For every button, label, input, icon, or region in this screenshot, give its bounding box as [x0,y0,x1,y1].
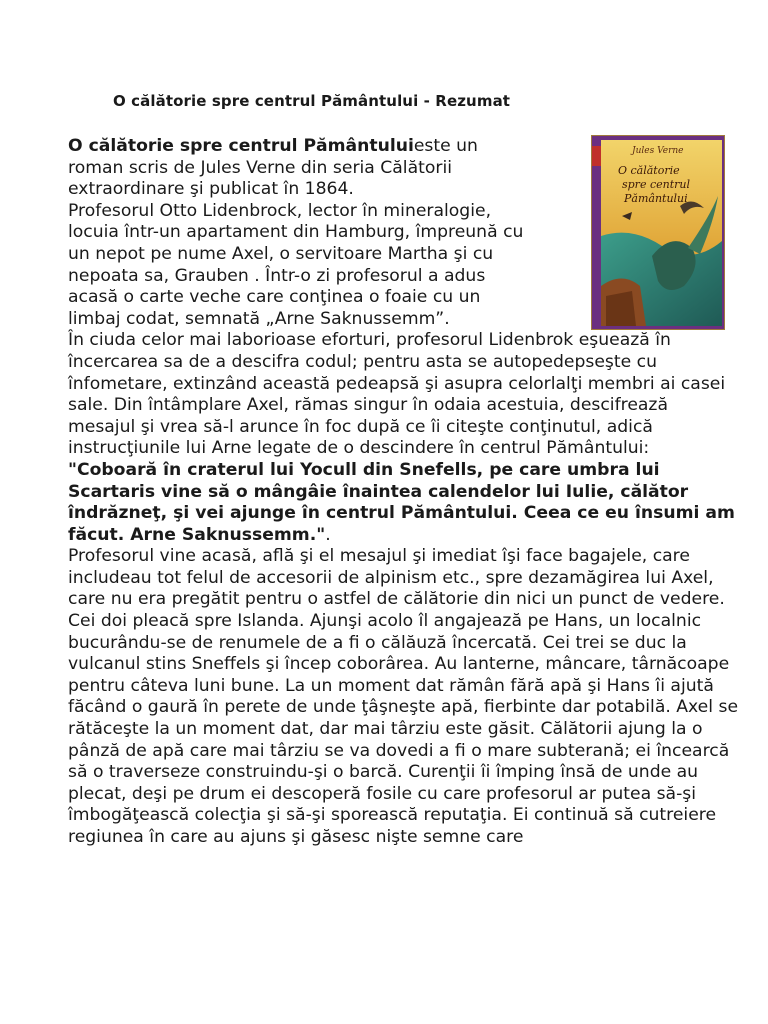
intro-line: locuia într-un apartament din Hamburg, împreună cu [68,222,524,243]
intro-line: limbaj codat, semnată „Arne Saknussemm”. [68,308,450,329]
intro-line-text: este un [413,136,478,156]
article-body [68,136,740,849]
intro-block [68,136,740,330]
intro-line: nepoata sa, Grauben . Într-o zi profesorul a adus [68,265,486,286]
paragraph-text: În ciuda celor mai laborioase eforturi, profesorul Lidenbrok eşuează în încercarea sa de a descifra codul; pentru asta se autopedepseşte cu înfometare, extinzând această pedeapsă şi asupra celorlalţi membri ai casei sale. Din întâmplare Axel, rămas singur în odaia acestuia, descifrează mesajul şi vrea să-l arunce în foc după ce îi citeşte conţinutul, adică instrucţiunile lui Arne legate de o descindere în centrul Pământului: [68,330,726,459]
cover-title-line: spre centrul [622,178,690,191]
intro-line [68,136,740,158]
intro-line: un nepot pe nume Axel, o servitoare Martha şi cu [68,243,494,264]
intro-line: extraordinare şi publicat în 1864. [68,179,354,200]
paragraph-journey: Cei doi pleacă spre Islanda. Ajunşi acolo îl angajează pe Hans, un localnic bucurându-se de renumele de a fi o călăuză încercată. Cei trei se duc la vulcanul stins Sneffels şi încep coborârea. Au lanterne, mâncare, târnăcoape pentru câteva luni bune. La un moment dat rămân fără apă şi Hans îi ajută făcând o gaură în perete de unde ţâşneşte apă, fierbinte dar potabilă. Axel se rătăceşte la un moment dat, dar mai târziu este găsit. Călătorii ajung la o pânză de apă care mai târziu se va dovedi a fi o mare subterană; ei încearcă să o traverseze construindu-şi o barcă. Curenţii îi împing însă de unde au plecat, deşi pe drum ei descoperă fosile cu care profesorul ar putea să-şi îmbogăţească colecţia şi să-şi sporească reputaţia. Ei continuă să cutreiere regiunea în care au ajuns şi găsesc nişte semne care [68,611,739,847]
intro-line: roman scris de Jules Verne din seria Călătorii [68,157,452,178]
intro-line: Profesorul Otto Lidenbrock, lector în mineralogie, [68,200,492,221]
saknussemm-quote: "Coboară în craterul lui Yocull din Snefells, pe care umbra lui Scartaris vine să o mângâie înaintea calendelor lui Iulie, călător îndrăzneţ, şi vei ajunge în centrul Pământului. Ceea ce eu însumi am făcut. Arne Saknussemm." [68,459,735,545]
paragraph-departure: Profesorul vine acasă, află şi el mesajul şi imediat îşi face bagajele, care includeau tot felul de accesorii de alpinism etc., spre dezamăgirea lui Axel, care nu era pregătit pentru o astfel de călătorie din nici un punct de vedere. [68,546,725,610]
book-title-bold: O călătorie spre centrul Pământului [68,136,414,156]
paragraph-end: . [325,524,331,545]
page-title: O călătorie spre centrul Pământului - Rezumat [113,92,511,110]
cover-author: Jules Verne [632,146,684,156]
cover-title-line: Pământului [624,192,688,205]
intro-line: acasă o carte veche care conţinea o foaie cu un [68,287,481,308]
paragraph-decoding [68,330,740,546]
cover-title-line: O călătorie [618,164,680,177]
